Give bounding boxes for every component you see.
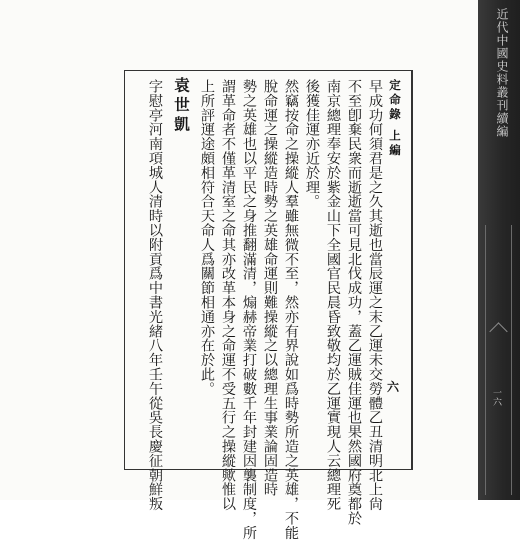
text-column-7: 勢之英雄也以平民之身推翻滿清，煽赫帝業打破數千年封建因襲制度，所 <box>241 79 257 540</box>
strip-rule-left <box>485 225 486 495</box>
text-column-3: 南京總理奉安於紫金山下全國官民晨昏致敬均於乙運實現人云總理死 <box>325 79 341 511</box>
text-column-1: 早成功何須君是之久其逝也當辰運之末乙運未交勞體乙丑清明北上尙 <box>367 79 383 511</box>
text-column-10: 字慰亭河南項城人清時以附貢爲中書光緒八年壬午從吳長慶征朝鮮叛 <box>147 79 163 511</box>
text-column-4: 後獲佳運亦近於理。 <box>304 79 320 209</box>
text-column-6: 脫命運之操縱造時勢之英雄命運則難操縱之以總理生事業論固造時 <box>262 79 278 497</box>
strip-page-number: 一六 <box>491 388 501 406</box>
running-head <box>387 79 403 463</box>
margin-strip <box>478 0 520 500</box>
volume-label: 上編 <box>388 129 402 159</box>
strip-rule-right <box>511 225 512 495</box>
text-column-2: 不至卽棄民衆而逝逝當可見北伐成功，蓋乙運賊佳運也果然國府奠都於 <box>346 79 362 526</box>
section-heading: 袁世凱 <box>172 77 191 136</box>
text-column-5: 然竊按命之操縱人羣雖無微不至，然亦有界說如爲時勢所造之英雄，不能 <box>283 79 299 540</box>
chevron-mark-icon <box>489 322 507 340</box>
running-head-title: 定命錄 <box>388 79 402 123</box>
series-title: 近代中國史料叢刊續編 <box>495 8 509 138</box>
text-column-9: 上所評運途頗相符合天命人爲關節相通亦在於此。 <box>199 79 215 396</box>
text-column-8: 謂革命者不僅革清室之命其亦改革本身之命運不受五行之操縱歟惟以 <box>220 79 236 511</box>
text-frame <box>124 70 413 540</box>
page-number: 六 <box>387 380 403 394</box>
